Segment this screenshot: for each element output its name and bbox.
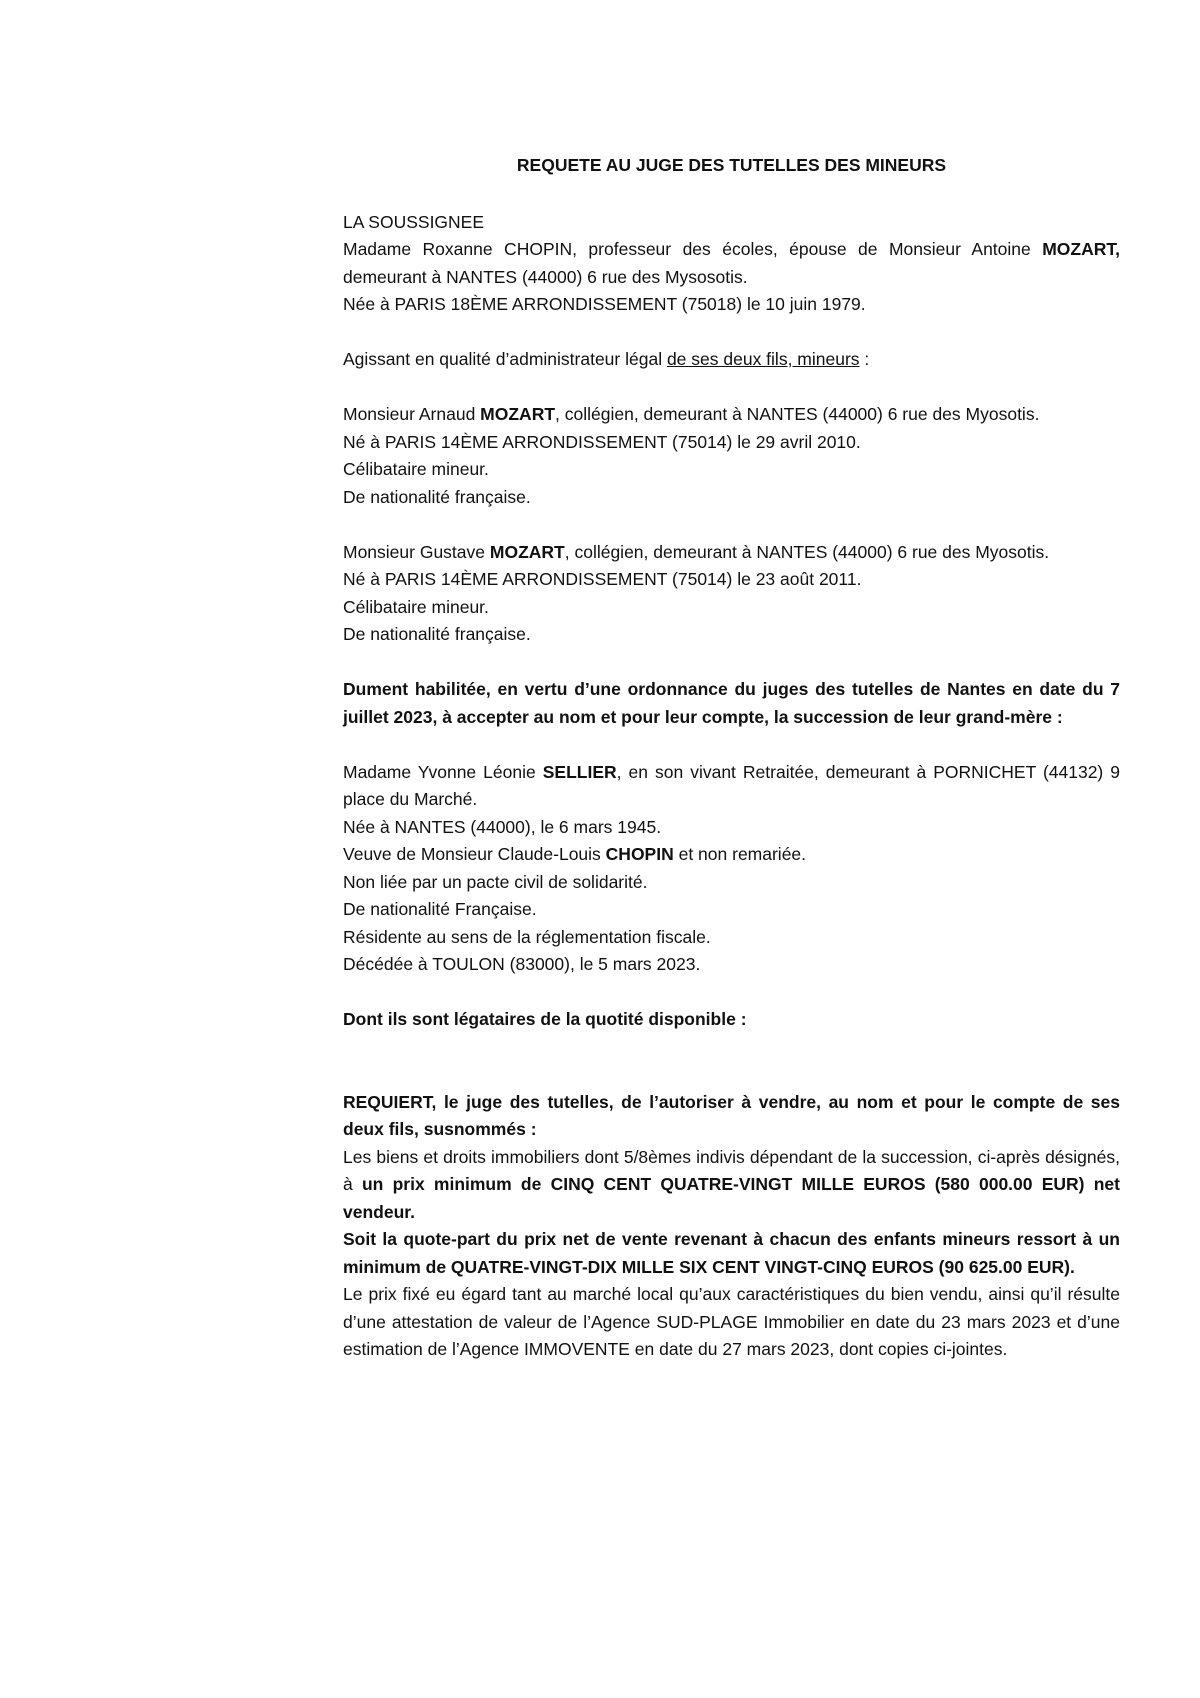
soussignee-birth: Née à PARIS 18ÈME ARRONDISSEMENT (75018) le 10 juin 1979. xyxy=(343,294,866,314)
spacer xyxy=(343,1034,1120,1089)
defunte-widow: Veuve de Monsieur Claude-Louis CHOPIN et non remariée. xyxy=(343,844,807,864)
agissant-paragraph: Agissant en qualité d’administrateur légal de ses deux fils, mineurs : xyxy=(343,349,870,369)
fils2-nationality: De nationalité française. xyxy=(343,624,531,644)
biens-paragraph: Les biens et droits immobiliers dont 5/8èmes indivis dépendant de la succession, ci-après désignés, à un prix minimum de CINQ CENT QUATRE-VINGT MILLE EUROS (580 000.00 EUR) net vendeur. xyxy=(343,1146,1120,1222)
soussignee-heading: LA SOUSSIGNEE xyxy=(343,211,485,232)
prix-paragraph: Le prix fixé eu égard tant au marché local qu’aux caractéristiques du bien vendu, ainsi qu’il résulte d’une attestation de valeur de l’Agence SUD-PLAGE Immobilier en date du 23 mars 2023 et d’une estimation de l’Agence IMMOVENTE en date du 27 mars 2023, dont copies ci-jointes. xyxy=(343,1284,1120,1359)
spacer xyxy=(343,979,1120,1007)
fils1-identity: Monsieur Arnaud MOZART, collégien, demeurant à NANTES (44000) 6 rue des Myosotis. xyxy=(343,404,1040,424)
spacer xyxy=(343,511,1120,539)
document-title: REQUETE AU JUGE DES TUTELLES DES MINEURS xyxy=(516,155,947,175)
fils2-status: Célibataire mineur. xyxy=(343,596,489,617)
defunte-birth: Née à NANTES (44000), le 6 mars 1945. xyxy=(343,816,662,837)
requiert-paragraph: REQUIERT, le juge des tutelles, de l’autoriser à vendre, au nom et pour le compte de ses deux fils, susnommés : xyxy=(343,1091,1120,1139)
spacer xyxy=(343,319,1120,347)
fils2-birth: Né à PARIS 14ÈME ARRONDISSEMENT (75014) le 23 août 2011. xyxy=(343,569,862,589)
legataires-paragraph: Dont ils sont légataires de la quotité disponible : xyxy=(343,1009,747,1029)
defunte-residence: Résidente au sens de la réglementation fiscale. xyxy=(343,926,711,947)
spacer xyxy=(343,731,1120,759)
defunte-identity: Madame Yvonne Léonie SELLIER, en son vivant Retraitée, demeurant à PORNICHET (44132) 9 place du Marché. xyxy=(343,761,1120,809)
spacer xyxy=(343,374,1120,402)
soussignee-identity: Madame Roxanne CHOPIN, professeur des écoles, épouse de Monsieur Antoine MOZART, demeurant à NANTES (44000) 6 rue des Mysosotis. xyxy=(343,239,1120,287)
fils2-identity: Monsieur Gustave MOZART, collégien, demeurant à NANTES (44000) 6 rue des Myosotis. xyxy=(343,541,1050,562)
habilitation-paragraph: Dument habilitée, en vertu d’une ordonnance du juges des tutelles de Nantes en date du 7 juillet 2023, à accepter au nom et pour leur compte, la succession de leur grand-mère : xyxy=(343,679,1120,727)
defunte-nationality: De nationalité Française. xyxy=(343,899,537,919)
defunte-death: Décédée à TOULON (83000), le 5 mars 2023. xyxy=(343,954,701,974)
fils1-birth: Né à PARIS 14ÈME ARRONDISSEMENT (75014) le 29 avril 2010. xyxy=(343,431,861,452)
spacer xyxy=(343,649,1120,677)
quote-part-paragraph: Soit la quote-part du prix net de vente revenant à chacun des enfants mineurs ressort à un minimum de QUATRE-VINGT-DIX MILLE SIX CENT VINGT-CINQ EUROS (90 625.00 EUR). xyxy=(343,1229,1120,1277)
fils1-status: Célibataire mineur. xyxy=(343,459,489,479)
defunte-pacs: Non liée par un pacte civil de solidarité. xyxy=(343,871,648,892)
document-page xyxy=(343,152,1120,1364)
fils1-nationality: De nationalité française. xyxy=(343,486,531,507)
